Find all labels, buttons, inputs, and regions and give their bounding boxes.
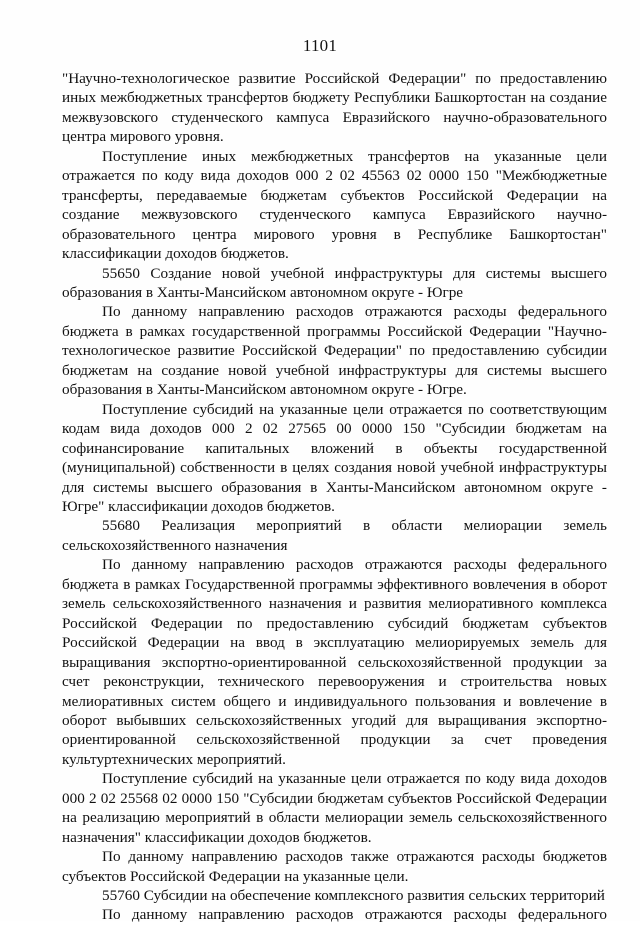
- paragraph-55650-expenses: По данному направлению расходов отражаются расходы федерального бюджета в рамках государственной программы Российской Федерации "Научно-технологическое развитие Российской Федерации" по предоставлению субсидии бюджетам на создание новой учебной инфраструктуры для системы высшего образования в Ханты-Мансийском автономном округе - Югре.: [62, 303, 607, 399]
- paragraph-program-continuation: "Научно-технологическое развитие Российской Федерации" по предоставлению иных межбюджетных трансфертов бюджету Республики Башкортостан на создание межвузовского студенческого кампуса Евразийского научно-образовательного центра мирового уровня.: [62, 70, 607, 146]
- paragraph-55760-expenses: По данному направлению расходов отражаются расходы федерального: [102, 906, 607, 924]
- paragraph-55650-income: Поступление субсидий на указанные цели отражается по соответствующим кодам вида доходов 000 2 02 27565 00 0000 150 "Субсидии бюджетам на софинансирование капитальных вложений в объекты государственной (муниципальной) собственности в целях создания новой учебной инфраструктуры для системы высшего образования в Ханты-Мансийском автономном округе - Югре" классификации доходов бюджетов.: [62, 400, 607, 515]
- document-body: [62, 69, 607, 925]
- paragraph-55680-expenses: По данному направлению расходов отражаются расходы федерального бюджета в рамках Государственной программы эффективного вовлечения в оборот земель сельскохозяйственного назначения и развития мелиоративного комплекса Российской Федерации по предоставлению субсидий бюджетам субъектов Российской Федерации на ввод в эксплуатацию мелиорируемых земель для выращивания экспортно-ориентированной сельскохозяйственной продукции за счет реконструкции, технического перевооружения и строительства новых мелиоративных систем общего и индивидуального пользования и вовлечение в оборот выбывших сельскохозяйственных угодий для выращивания экспортно-ориентированной сельскохозяйственной продукции за счет проведения культуртехнических мероприятий.: [62, 556, 607, 768]
- paragraph-55680-regional-expenses: По данному направлению расходов также отражаются расходы бюджетов субъектов Российской Федерации на указанные цели.: [62, 848, 607, 885]
- paragraph-55680-income: Поступление субсидий на указанные цели отражается по коду вида доходов 000 2 02 25568 02 0000 150 "Субсидии бюджетам субъектов Российской Федерации на реализацию мероприятий в области мелиорации земель сельскохозяйственного назначения" классификации доходов бюджетов.: [62, 770, 607, 846]
- page-number: 1101: [302, 36, 338, 55]
- paragraph-interbudget-transfers-income: Поступление иных межбюджетных трансфертов на указанные цели отражается по коду вида доходов 000 2 02 45563 02 0000 150 "Межбюджетные трансферты, передаваемые бюджетам субъектов Российской Федерации на создание межвузовского студенческого кампуса Евразийского научно-образовательного центра мирового уровня в Республике Башкортостан" классификации доходов бюджетов.: [62, 147, 607, 263]
- paragraph-heading-55650: 55650 Создание новой учебной инфраструктуры для системы высшего образования в Ханты-Мансийском автономном округе - Югре: [62, 264, 607, 301]
- paragraph-heading-55760: 55760 Субсидии на обеспечение комплексного развития сельских территорий: [102, 887, 605, 905]
- paragraph-heading-55680: 55680 Реализация мероприятий в области мелиорации земель сельскохозяйственного назначения: [62, 517, 607, 554]
